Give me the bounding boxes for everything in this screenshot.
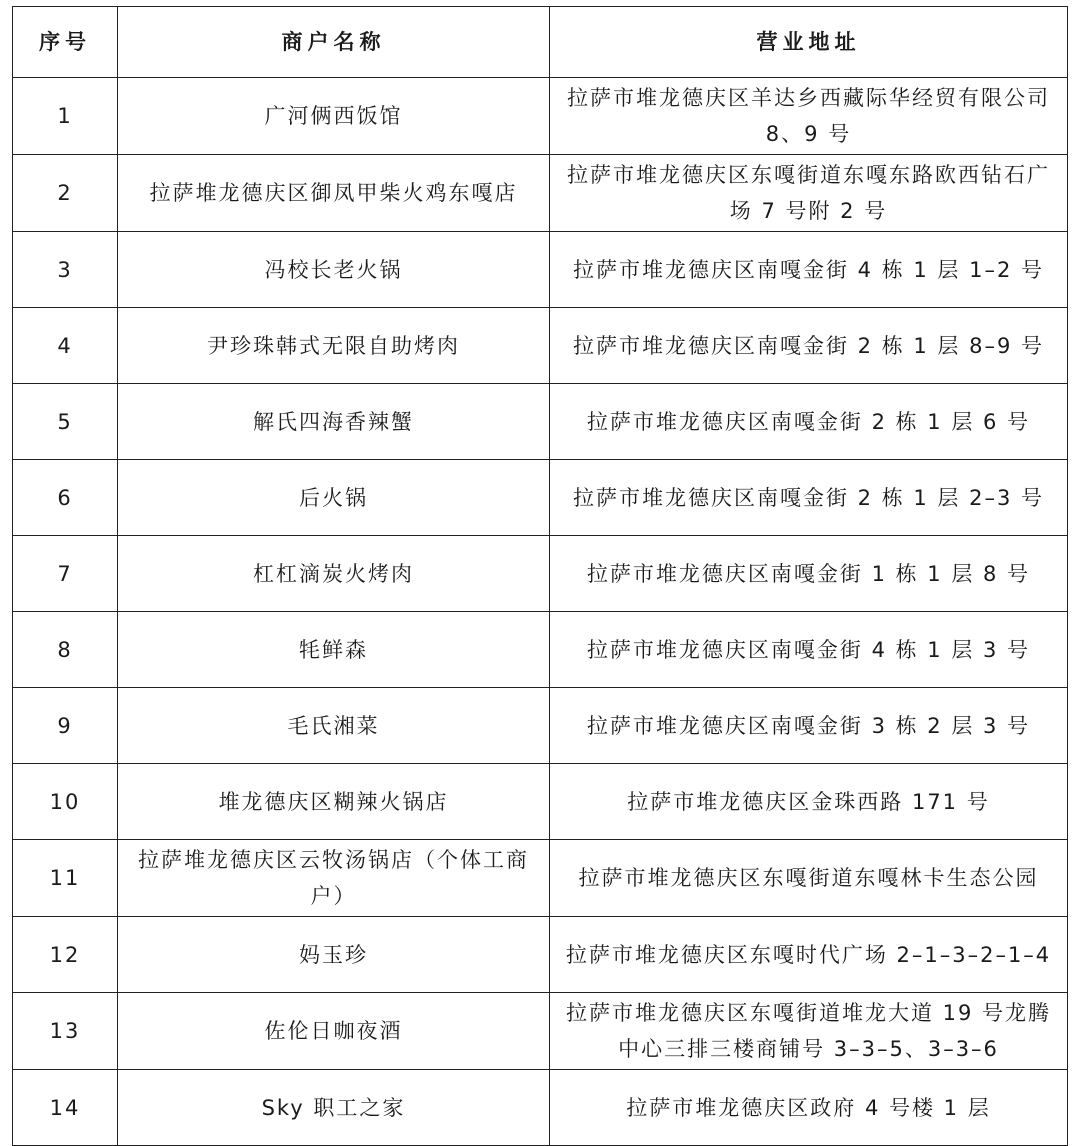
table-row: [13, 840, 1068, 917]
row-index: 3: [13, 232, 118, 308]
business-address: 拉萨市堆龙德庆区南嘎金街 2 栋 1 层 2–3 号: [550, 460, 1068, 536]
row-index: 7: [13, 536, 118, 612]
table-row: [13, 612, 1068, 688]
business-address: 拉萨市堆龙德庆区南嘎金街 1 栋 1 层 8 号: [550, 536, 1068, 612]
row-index: 11: [13, 840, 118, 917]
row-index: 4: [13, 308, 118, 384]
business-address: 拉萨市堆龙德庆区羊达乡西藏际华经贸有限公司 8、9 号: [550, 78, 1068, 155]
business-address: 拉萨市堆龙德庆区南嘎金街 4 栋 1 层 3 号: [550, 612, 1068, 688]
row-index: 12: [13, 917, 118, 993]
business-address: 拉萨市堆龙德庆区南嘎金街 3 栋 2 层 3 号: [550, 688, 1068, 764]
business-address: 拉萨市堆龙德庆区南嘎金街 2 栋 1 层 8–9 号: [550, 308, 1068, 384]
merchant-name: 解氏四海香辣蟹: [118, 384, 550, 460]
business-address: 拉萨市堆龙德庆区东嘎街道东嘎林卡生态公园: [550, 840, 1068, 917]
business-address: 拉萨市堆龙德庆区金珠西路 171 号: [550, 764, 1068, 840]
merchant-name: 拉萨堆龙德庆区云牧汤锅店（个体工商户）: [118, 840, 550, 917]
column-header-index: 序号: [13, 7, 118, 78]
merchant-name: 后火锅: [118, 460, 550, 536]
table-row: [13, 155, 1068, 232]
row-index: 2: [13, 155, 118, 232]
table-row: [13, 78, 1068, 155]
table-row: [13, 917, 1068, 993]
business-address: 拉萨市堆龙德庆区南嘎金街 2 栋 1 层 6 号: [550, 384, 1068, 460]
row-index: 13: [13, 993, 118, 1070]
business-address: 拉萨市堆龙德庆区政府 4 号楼 1 层: [550, 1070, 1068, 1146]
row-index: 14: [13, 1070, 118, 1146]
row-index: 1: [13, 78, 118, 155]
column-header-name: 商户名称: [118, 7, 550, 78]
table-row: [13, 1070, 1068, 1146]
business-address: 拉萨市堆龙德庆区东嘎街道东嘎东路欧西钻石广场 7 号附 2 号: [550, 155, 1068, 232]
table-row: [13, 993, 1068, 1070]
merchant-name: Sky 职工之家: [118, 1070, 550, 1146]
merchant-name: 冯校长老火锅: [118, 232, 550, 308]
table-row: [13, 384, 1068, 460]
merchant-name: 广河俩西饭馆: [118, 78, 550, 155]
merchant-name: 妈玉珍: [118, 917, 550, 993]
merchant-name: 佐伦日咖夜酒: [118, 993, 550, 1070]
merchant-name: 尹珍珠韩式无限自助烤肉: [118, 308, 550, 384]
row-index: 9: [13, 688, 118, 764]
business-address: 拉萨市堆龙德庆区东嘎街道堆龙大道 19 号龙腾中心三排三楼商铺号 3–3–5、3–3–6: [550, 993, 1068, 1070]
merchant-table: [12, 6, 1068, 1146]
table-row: [13, 764, 1068, 840]
table-header-row: [13, 7, 1068, 78]
merchant-name: 毛氏湘菜: [118, 688, 550, 764]
merchant-name: 牦鲜森: [118, 612, 550, 688]
merchant-name: 杠杠滴炭火烤肉: [118, 536, 550, 612]
business-address: 拉萨市堆龙德庆区南嘎金街 4 栋 1 层 1–2 号: [550, 232, 1068, 308]
table-row: [13, 308, 1068, 384]
row-index: 10: [13, 764, 118, 840]
table-row: [13, 536, 1068, 612]
merchant-name: 堆龙德庆区糊辣火锅店: [118, 764, 550, 840]
row-index: 5: [13, 384, 118, 460]
table-row: [13, 232, 1068, 308]
row-index: 8: [13, 612, 118, 688]
table-row: [13, 460, 1068, 536]
business-address: 拉萨市堆龙德庆区东嘎时代广场 2–1–3–2–1–4: [550, 917, 1068, 993]
row-index: 6: [13, 460, 118, 536]
column-header-address: 营业地址: [550, 7, 1068, 78]
table-row: [13, 688, 1068, 764]
merchant-name: 拉萨堆龙德庆区御凤甲柴火鸡东嘎店: [118, 155, 550, 232]
